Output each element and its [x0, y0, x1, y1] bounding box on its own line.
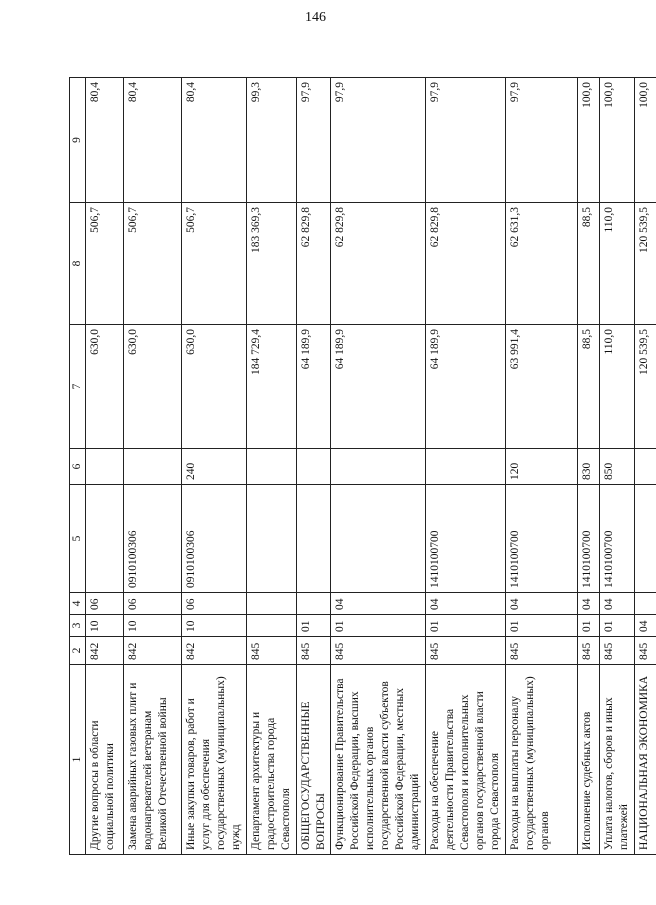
subsection-cell: 06 — [85, 592, 123, 614]
execution-percent-cell: 80,4 — [181, 77, 246, 202]
column-header: 7 — [69, 324, 85, 448]
section-cell: 01 — [599, 614, 634, 636]
admin-code-cell: 842 — [123, 636, 181, 664]
table-row — [330, 77, 425, 854]
execution-percent-cell: 100,0 — [599, 77, 634, 202]
expense-type-cell — [634, 448, 656, 484]
section-cell: 10 — [85, 614, 123, 636]
table-row — [123, 77, 181, 854]
subsection-cell: 04 — [505, 592, 577, 614]
expense-type-cell: 240 — [181, 448, 246, 484]
table-body — [85, 77, 656, 854]
rotated-table-container — [69, 78, 650, 855]
admin-code-cell: 845 — [599, 636, 634, 664]
row-name-cell: Расходы на обеспечение деятельности Правительства Севастополя и исполнительных органов государственной власти города Севастополя — [425, 664, 505, 854]
planned-amount-cell: 630,0 — [181, 324, 246, 448]
executed-amount-cell: 62 829,8 — [425, 202, 505, 324]
subsection-cell: 04 — [330, 592, 425, 614]
execution-percent-cell: 100,0 — [577, 77, 599, 202]
planned-amount-cell: 64 189,9 — [296, 324, 331, 448]
planned-amount-cell: 63 991,4 — [505, 324, 577, 448]
column-header: 5 — [69, 484, 85, 592]
target-article-cell — [246, 484, 296, 592]
table-row — [296, 77, 331, 854]
execution-percent-cell: 97,9 — [330, 77, 425, 202]
expense-type-cell — [330, 448, 425, 484]
admin-code-cell: 845 — [577, 636, 599, 664]
row-name-cell: Исполнение судебных актов — [577, 664, 599, 854]
subsection-cell — [296, 592, 331, 614]
planned-amount-cell: 630,0 — [85, 324, 123, 448]
budget-table — [69, 77, 656, 855]
executed-amount-cell: 110,0 — [599, 202, 634, 324]
expense-type-cell: 120 — [505, 448, 577, 484]
section-cell — [246, 614, 296, 636]
section-cell: 10 — [181, 614, 246, 636]
executed-amount-cell: 506,7 — [181, 202, 246, 324]
executed-amount-cell: 506,7 — [123, 202, 181, 324]
page-number: 146 — [305, 10, 326, 25]
planned-amount-cell: 120 539,5 — [634, 324, 656, 448]
target-article-cell: 1410100700 — [425, 484, 505, 592]
planned-amount-cell: 184 729,4 — [246, 324, 296, 448]
execution-percent-cell: 99,3 — [246, 77, 296, 202]
admin-code-cell: 845 — [246, 636, 296, 664]
expense-type-cell — [425, 448, 505, 484]
admin-code-cell: 845 — [634, 636, 656, 664]
executed-amount-cell: 88,5 — [577, 202, 599, 324]
column-header: 9 — [69, 77, 85, 202]
executed-amount-cell: 506,7 — [85, 202, 123, 324]
column-header: 8 — [69, 202, 85, 324]
execution-percent-cell: 80,4 — [85, 77, 123, 202]
execution-percent-cell: 100,0 — [634, 77, 656, 202]
row-name-cell: НАЦИОНАЛЬНАЯ ЭКОНОМИКА — [634, 664, 656, 854]
expense-type-cell — [123, 448, 181, 484]
subsection-cell — [246, 592, 296, 614]
subsection-cell: 06 — [181, 592, 246, 614]
column-header: 6 — [69, 448, 85, 484]
row-name-cell: ОБЩЕГОСУДАРСТВЕННЫЕ ВОПРОСЫ — [296, 664, 331, 854]
target-article-cell: 1410100700 — [505, 484, 577, 592]
admin-code-cell: 845 — [296, 636, 331, 664]
subsection-cell: 04 — [599, 592, 634, 614]
section-cell: 04 — [634, 614, 656, 636]
subsection-cell: 04 — [577, 592, 599, 614]
planned-amount-cell: 88,5 — [577, 324, 599, 448]
row-name-cell: Иные закупки товаров, работ и услуг для обеспечения государственных (муниципальных) нужд — [181, 664, 246, 854]
planned-amount-cell: 64 189,9 — [425, 324, 505, 448]
subsection-cell: 06 — [123, 592, 181, 614]
target-article-cell: 1410100700 — [577, 484, 599, 592]
executed-amount-cell: 62 631,3 — [505, 202, 577, 324]
planned-amount-cell: 630,0 — [123, 324, 181, 448]
header-row — [69, 77, 85, 854]
admin-code-cell: 842 — [85, 636, 123, 664]
table-row — [246, 77, 296, 854]
table-row — [425, 77, 505, 854]
target-article-cell — [330, 484, 425, 592]
row-name-cell: Замена аварийных газовых плит и водонагревателей ветеранам Великой Отечественной войны — [123, 664, 181, 854]
planned-amount-cell: 64 189,9 — [330, 324, 425, 448]
section-cell: 01 — [505, 614, 577, 636]
column-header: 1 — [69, 664, 85, 854]
section-cell: 10 — [123, 614, 181, 636]
admin-code-cell: 845 — [505, 636, 577, 664]
section-cell: 01 — [330, 614, 425, 636]
executed-amount-cell: 120 539,5 — [634, 202, 656, 324]
table-row — [634, 77, 656, 854]
expense-type-cell: 850 — [599, 448, 634, 484]
row-name-cell: Департамент архитектуры и градостроительства города Севастополя — [246, 664, 296, 854]
admin-code-cell: 842 — [181, 636, 246, 664]
table-row — [599, 77, 634, 854]
target-article-cell: 0910100306 — [181, 484, 246, 592]
executed-amount-cell: 62 829,8 — [296, 202, 331, 324]
row-name-cell: Другие вопросы в области социальной политики — [85, 664, 123, 854]
admin-code-cell: 845 — [425, 636, 505, 664]
section-cell: 01 — [296, 614, 331, 636]
target-article-cell — [85, 484, 123, 592]
column-header: 4 — [69, 592, 85, 614]
table-row — [85, 77, 123, 854]
executed-amount-cell: 183 369,3 — [246, 202, 296, 324]
row-name-cell: Функционирование Правительства Российской Федерации, высших исполнительных органов государственной власти субъектов Российской Федерации, местных администраций — [330, 664, 425, 854]
execution-percent-cell: 80,4 — [123, 77, 181, 202]
section-cell: 01 — [425, 614, 505, 636]
row-name-cell: Расходы на выплаты персоналу государственных (муниципальных) органов — [505, 664, 577, 854]
expense-type-cell — [85, 448, 123, 484]
subsection-cell: 04 — [425, 592, 505, 614]
table-row — [181, 77, 246, 854]
admin-code-cell: 845 — [330, 636, 425, 664]
column-header: 2 — [69, 636, 85, 664]
expense-type-cell — [246, 448, 296, 484]
target-article-cell — [634, 484, 656, 592]
expense-type-cell: 830 — [577, 448, 599, 484]
subsection-cell — [634, 592, 656, 614]
execution-percent-cell: 97,9 — [505, 77, 577, 202]
target-article-cell: 0910100306 — [123, 484, 181, 592]
expense-type-cell — [296, 448, 331, 484]
execution-percent-cell: 97,9 — [296, 77, 331, 202]
target-article-cell — [296, 484, 331, 592]
table-row — [577, 77, 599, 854]
row-name-cell: Уплата налогов, сборов и иных платежей — [599, 664, 634, 854]
column-header: 3 — [69, 614, 85, 636]
execution-percent-cell: 97,9 — [425, 77, 505, 202]
target-article-cell: 1410100700 — [599, 484, 634, 592]
section-cell: 01 — [577, 614, 599, 636]
table-row — [505, 77, 577, 854]
executed-amount-cell: 62 829,8 — [330, 202, 425, 324]
planned-amount-cell: 110,0 — [599, 324, 634, 448]
